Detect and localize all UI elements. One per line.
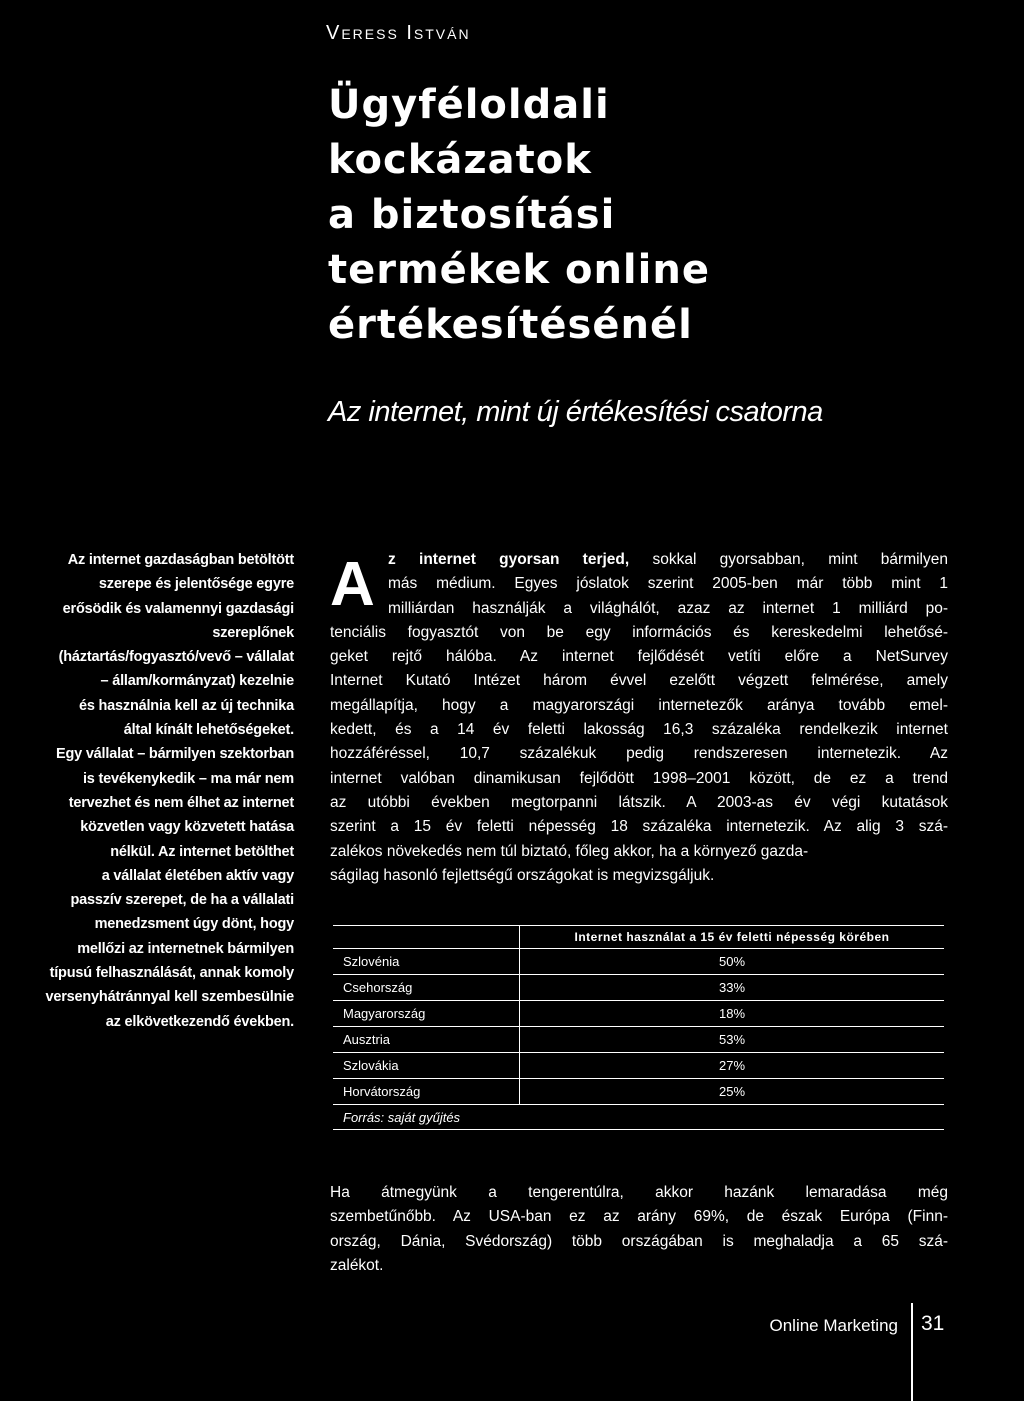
sidebar-line: típusú felhasználását, annak komoly bbox=[49, 965, 294, 982]
body-line: az utóbbi években megtorpanni látszik. A 2003-as év végi kutatások bbox=[330, 793, 948, 811]
article-title bbox=[328, 78, 988, 353]
sidebar-line: nélkül. Az internet betölthet bbox=[110, 843, 294, 860]
table-header: Internet használat a 15 év feletti népesség körében bbox=[520, 926, 945, 949]
body-line bbox=[330, 548, 948, 572]
footer-section-label: Online Marketing bbox=[769, 1316, 898, 1335]
sidebar-line: közvetlen vagy közvetett hatása bbox=[80, 819, 294, 836]
sidebar-line: a vállalat életében aktív vagy bbox=[101, 867, 294, 884]
footer-divider bbox=[911, 1303, 913, 1401]
table-cell-value: 33% bbox=[520, 975, 945, 1001]
table-cell-value: 50% bbox=[520, 949, 945, 975]
data-table-box bbox=[333, 925, 944, 1130]
sidebar-line: szereplőnek bbox=[212, 624, 294, 641]
table-row bbox=[333, 1053, 944, 1079]
sidebar-line: az elkövetkezendő években. bbox=[105, 1013, 294, 1030]
body-line: zalékos növekedés nem túl biztató, főleg akkor, ha a környező gazda- bbox=[330, 842, 809, 860]
table-cell-value: 18% bbox=[520, 1001, 945, 1027]
table-header-row bbox=[333, 926, 944, 949]
body-line: milliárdan használják a világhálót, azaz az internet 1 milliárd po- bbox=[388, 599, 948, 617]
author-name: Veress István bbox=[326, 22, 471, 44]
body-line: más médium. Egyes jóslatok szerint 2005-ben már több mint 1 bbox=[388, 575, 948, 593]
page-number: 31 bbox=[921, 1312, 945, 1335]
table-cell-country: Magyarország bbox=[333, 1001, 520, 1027]
table-cell-country: Ausztria bbox=[333, 1027, 520, 1053]
table-cell-country: Csehország bbox=[333, 975, 520, 1001]
title-line: a biztosítási bbox=[328, 192, 616, 238]
article-body-continued bbox=[330, 1181, 948, 1278]
lead-in: z internet gyorsan terjed, bbox=[388, 551, 630, 568]
table-row bbox=[333, 1001, 944, 1027]
title-line: értékesítésénél bbox=[328, 302, 693, 348]
table-cell-country: Szlovákia bbox=[333, 1053, 520, 1079]
title-line: termékek online bbox=[328, 247, 710, 293]
sidebar-line: is tevékenykedik – ma már nem bbox=[82, 770, 294, 787]
body-line: ságilag hasonló fejlettségű országokat is megvizsgáljuk. bbox=[330, 866, 715, 884]
table-header-empty bbox=[333, 926, 520, 949]
lead-rest: sokkal gyorsabban, mint bármilyen bbox=[629, 551, 948, 568]
body-line: szembetűnőbb. Az USA-ban ez az arány 69%, de észak Európa (Finn- bbox=[330, 1208, 948, 1226]
sidebar-pull-quote bbox=[14, 548, 294, 1034]
table-source: Forrás: saját gyűjtés bbox=[333, 1105, 944, 1130]
title-line: Ügyféloldali bbox=[328, 82, 610, 128]
body-line: hozzáféréssel, 10,7 százalékuk pedig rendszeresen internetezik. Az bbox=[330, 745, 948, 763]
sidebar-line: erősödik és valamennyi gazdasági bbox=[62, 600, 294, 617]
table-source-row bbox=[333, 1105, 944, 1130]
sidebar-line: (háztartás/fogyasztó/vevő – vállalat bbox=[58, 649, 294, 666]
body-line: Ha átmegyünk a tengerentúlra, akkor hazánk lemaradása még bbox=[330, 1184, 948, 1201]
sidebar-line: – állam/kormányzat) kezelnie bbox=[100, 673, 294, 690]
table-cell-country: Szlovénia bbox=[333, 949, 520, 975]
table-cell-country: Horvátország bbox=[333, 1079, 520, 1105]
article-subtitle: Az internet, mint új értékesítési csatorna bbox=[328, 396, 823, 428]
sidebar-line: versenyhátránnyal kell szembesülnie bbox=[45, 989, 294, 1006]
table-cell-value: 53% bbox=[520, 1027, 945, 1053]
table-row bbox=[333, 949, 944, 975]
body-line: internet valóban dinamikusan fejlődött 1998–2001 között, de ez a trend bbox=[330, 769, 948, 787]
sidebar-line: szerepe és jelentősége egyre bbox=[98, 576, 294, 593]
sidebar-line: menedzsment úgy dönt, hogy bbox=[94, 916, 294, 933]
body-line: megállapítja, hogy a magyarországi internetezők aránya tovább emel- bbox=[330, 696, 948, 714]
table-row bbox=[333, 1079, 944, 1105]
body-line: kedett, és a 14 év feletti lakosság 16,3 százaléka rendelkezik internet bbox=[330, 721, 948, 739]
sidebar-line: Az internet gazdaságban betöltött bbox=[67, 552, 294, 568]
body-line: tenciális fogyasztót von be egy információs és kereskedelmi lehetősé- bbox=[330, 623, 948, 641]
sidebar-line: passzív szerepet, de ha a vállalati bbox=[70, 892, 294, 909]
body-line: szerint a 15 év feletti népesség 18 százaléka internetezik. Az alig 3 szá- bbox=[330, 818, 948, 836]
sidebar-line: Egy vállalat – bármilyen szektorban bbox=[56, 746, 294, 763]
title-line: kockázatok bbox=[328, 137, 592, 183]
article-body bbox=[330, 548, 948, 888]
table-cell-value: 27% bbox=[520, 1053, 945, 1079]
sidebar-line: mellőzi az internetnek bármilyen bbox=[77, 940, 294, 957]
table-cell-value: 25% bbox=[520, 1079, 945, 1105]
body-line: geket rejtő hálóba. Az internet fejlődését vetíti előre a NetSurvey bbox=[330, 648, 948, 666]
body-line: Internet Kutató Intézet három évvel ezelőtt végzett felmérése, amely bbox=[330, 672, 948, 690]
internet-usage-table bbox=[333, 925, 944, 1130]
body-line: ország, Dánia, Svédország) több országában is meghaladja a 65 szá- bbox=[330, 1232, 948, 1250]
table-row bbox=[333, 975, 944, 1001]
sidebar-line: által kínált lehetőségeket. bbox=[123, 722, 294, 739]
sidebar-line: és használnia kell az új technika bbox=[78, 697, 294, 714]
table-row bbox=[333, 1027, 944, 1053]
sidebar-line: tervezhet és nem élhet az internet bbox=[68, 794, 294, 811]
drop-cap: A bbox=[330, 550, 375, 619]
body-line: zalékot. bbox=[330, 1256, 384, 1274]
